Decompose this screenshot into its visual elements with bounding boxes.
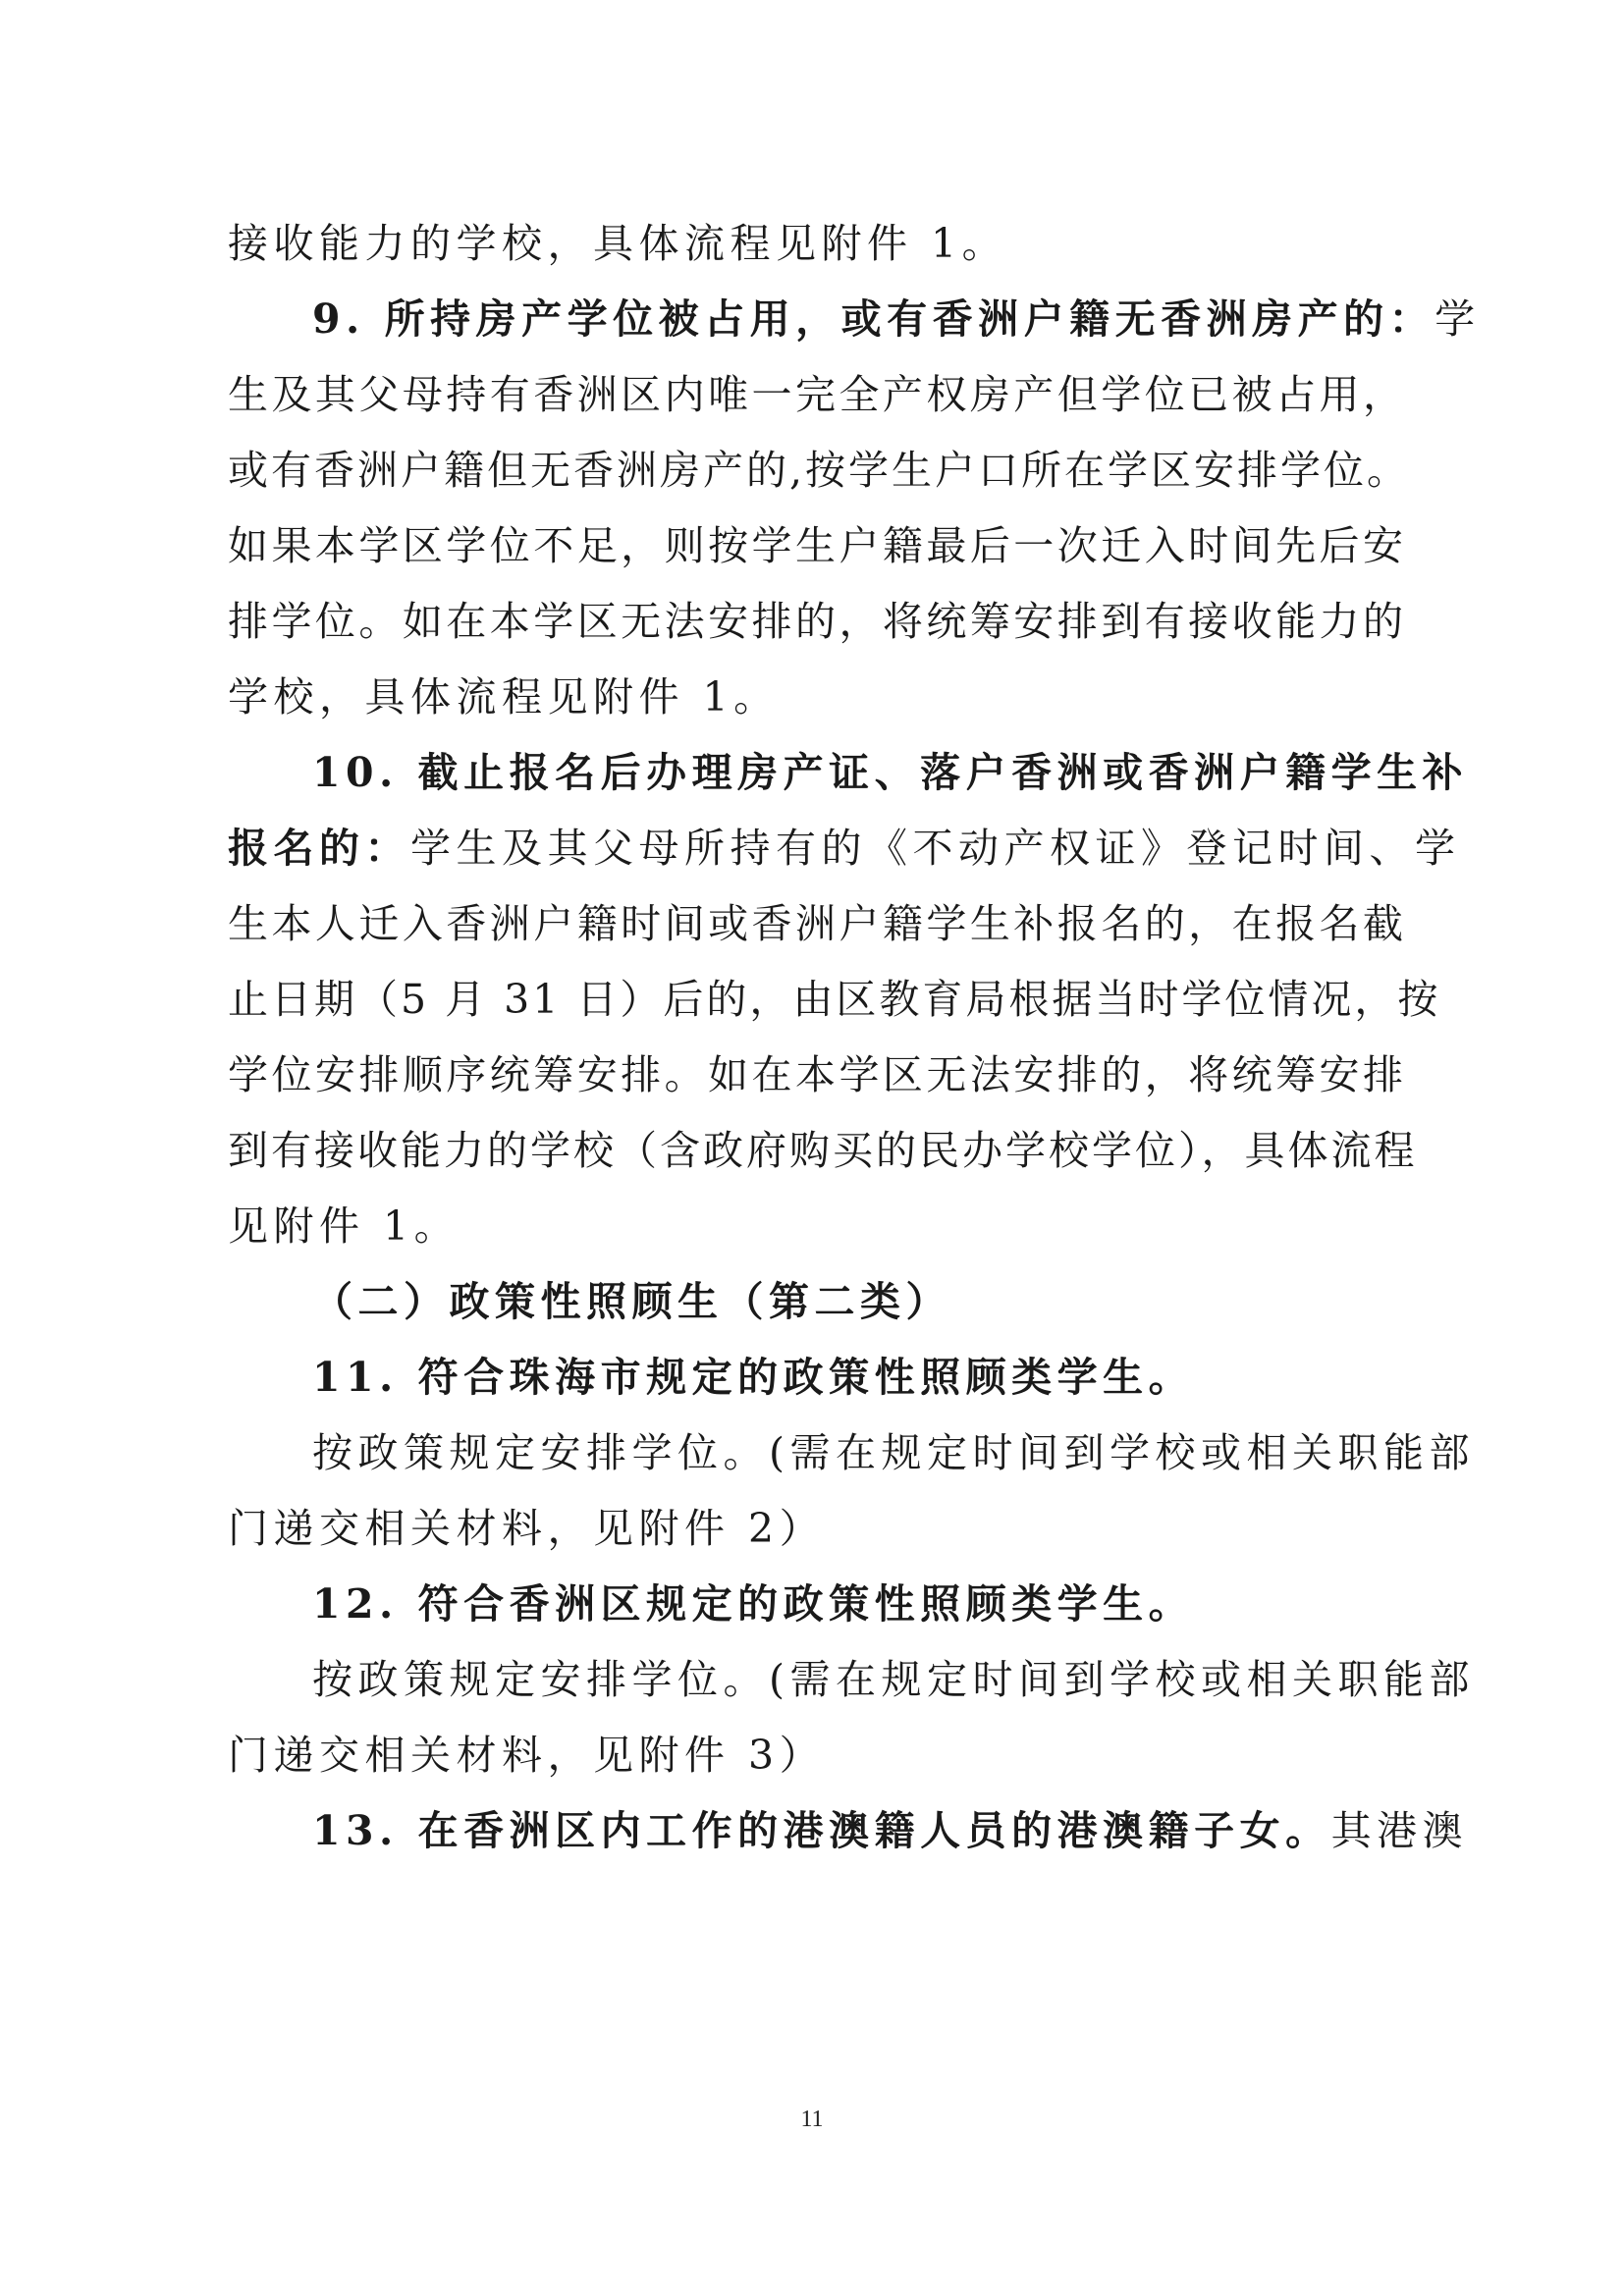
paragraph-line: 生及其父母持有香洲区内唯一完全产权房产但学位已被占用， [228,371,1406,418]
item-10-title-cont: 报名的： [228,825,410,872]
paragraph-line: 如果本学区学位不足，则按学生户籍最后一次迁入时间先后安 [228,522,1406,569]
item-11-heading: 11. 符合珠海市规定的政策性照顾类学生。 [312,1354,1195,1401]
paragraph-line: 止日期（5 月 31 日）后的，由区教育局根据当时学位情况，按 [228,976,1441,1023]
paragraph-line: 生本人迁入香洲户籍时间或香洲户籍学生补报名的，在报名截 [228,900,1406,947]
item-12-heading: 12. 符合香洲区规定的政策性照顾类学生。 [312,1580,1195,1628]
paragraph-line: 学校，具体流程见附件 1。 [228,673,780,721]
item-10-title: 10. 截止报名后办理房产证、落户香洲或香洲户籍学生补 [312,749,1469,796]
item-9-heading-line: 9. 所持房产学位被占用，或有香洲户籍无香洲房产的：学 [312,295,1481,343]
item-10-heading-line-cont: 报名的：学生及其父母所持有的《不动产权证》登记时间、学 [228,825,1461,872]
item-13-title: 13. 在香洲区内工作的港澳籍人员的港澳籍子女。 [312,1807,1331,1854]
paragraph-line: 按政策规定安排学位。(需在规定时间到学校或相关职能部 [312,1429,1475,1476]
page-number: 11 [800,2107,824,2132]
paragraph-line: 到有接收能力的学校（含政府购买的民办学校学位），具体流程 [228,1127,1418,1174]
paragraph-line: 排学位。如在本学区无法安排的，将统筹安排到有接收能力的 [228,598,1406,645]
paragraph-line: 见附件 1。 [228,1202,460,1250]
paragraph-line: 门递交相关材料，见附件 3） [228,1732,826,1779]
paragraph-line: 或有香洲户籍但无香洲房产的,按学生户口所在学区安排学位。 [228,447,1411,494]
document-body [228,206,1481,1869]
paragraph-line: 门递交相关材料，见附件 2） [228,1505,826,1552]
item-13-heading-line: 13. 在香洲区内工作的港澳籍人员的港澳籍子女。其港澳 [312,1807,1469,1854]
item-9-title: 9. 所持房产学位被占用，或有香洲户籍无香洲房产的： [312,295,1435,343]
paragraph-line: 按政策规定安排学位。(需在规定时间到学校或相关职能部 [312,1656,1475,1703]
item-10-heading-line [228,735,1469,811]
paragraph-line: 接收能力的学校，具体流程见附件 1。 [228,220,1008,267]
paragraph-line: 学位安排顺序统筹安排。如在本学区无法安排的，将统筹安排 [228,1051,1406,1098]
section-heading: （二）政策性照顾生（第二类） [312,1278,951,1325]
